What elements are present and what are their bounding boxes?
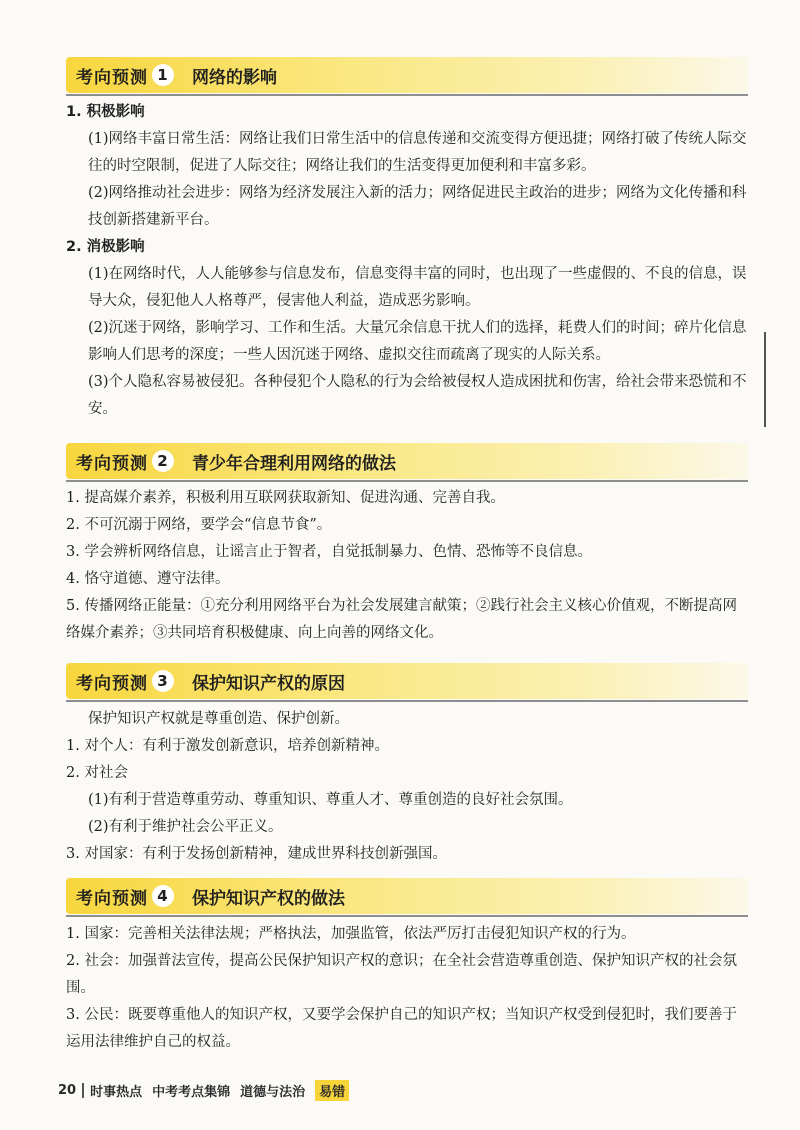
sub-item: (1)网络丰富日常生活：网络让我们日常生活中的信息传递和交流变得方便迅捷；网络打破了传统人际交往的时空限制，促进了人际交往；网络让我们的生活变得更加便利和丰富多彩。	[88, 131, 747, 174]
section-2-header-wrap	[66, 443, 748, 479]
tag-label: 考向预测	[76, 888, 148, 909]
section-tag	[66, 446, 180, 476]
section-intro: 保护知识产权就是尊重创造、保护创新。	[88, 711, 349, 727]
section-number: 2	[152, 450, 174, 472]
list-item: 1. 提高媒介素养，积极利用互联网获取新知、促进沟通、完善自我。	[66, 490, 505, 506]
section-title: 保护知识产权的原因	[192, 673, 345, 694]
list-item: 4. 恪守道德、遵守法律。	[66, 571, 230, 587]
list-item: 2. 不可沉溺于网络，要学会“信息节食”。	[66, 517, 332, 533]
section-4-body	[66, 921, 750, 1056]
footer-subject: 道德与法治	[240, 1085, 306, 1100]
section-header	[66, 878, 748, 914]
section-tag	[66, 60, 180, 90]
sub-item: (2)有利于维护社会公平正义。	[88, 819, 283, 835]
sub-item: (1)有利于营造尊重劳动、尊重知识、尊重人才、尊重创造的良好社会氛围。	[88, 792, 573, 808]
tag-label: 考向预测	[76, 453, 148, 474]
section-number: 3	[152, 670, 174, 692]
list-item: 5. 传播网络正能量：①充分利用网络平台为社会发展建言献策；②践行社会主义核心价值观，不断提高网络媒介素养；③共同培育积极健康、向上向善的网络文化。	[66, 598, 737, 641]
list-item: 3. 公民：既要尊重他人的知识产权，又要学会保护自己的知识产权；当知识产权受到侵犯时，我们要善于运用法律维护自己的权益。	[66, 1007, 737, 1050]
section-1-header-wrap	[66, 57, 748, 93]
list-item: 2. 对社会	[66, 765, 128, 781]
section-tag	[66, 666, 180, 696]
section-4-header-wrap	[66, 878, 748, 914]
section-1-body	[66, 99, 750, 423]
section-2-body	[66, 485, 750, 647]
sub-item: (2)网络推动社会进步：网络为经济发展注入新的活力；网络促进民主政治的进步；网络为文化传播和科技创新搭建新平台。	[88, 185, 747, 228]
sub-item: (1)在网络时代，人人能够参与信息发布，信息变得丰富的同时，也出现了一些虚假的、不良的信息，误导大众，侵犯他人人格尊严，侵害他人利益，造成恶劣影响。	[88, 266, 747, 309]
sub-item: (2)沉迷于网络，影响学习、工作和生活。大量冗余信息干扰人们的选择，耗费人们的时间；碎片化信息影响人们思考的深度；一些人因沉迷于网络、虚拟交往而疏离了现实的人际关系。	[88, 320, 747, 363]
section-header	[66, 57, 748, 93]
footer-series: 时事热点	[90, 1085, 143, 1100]
section-number: 4	[152, 885, 174, 907]
list-item: 1. 国家：完善相关法律法规；严格执法，加强监管，依法严厉打击侵犯知识产权的行为。	[66, 926, 636, 942]
tag-label: 考向预测	[76, 673, 148, 694]
list-item: 3. 学会辨析网络信息，让谣言止于智者，自觉抵制暴力、色情、恐怖等不良信息。	[66, 544, 592, 560]
section-header	[66, 663, 748, 699]
list-item	[66, 99, 750, 126]
section-header	[66, 443, 748, 479]
page-number: 20	[58, 1083, 84, 1098]
section-tag	[66, 881, 180, 911]
section-title: 网络的影响	[192, 67, 277, 88]
tag-label: 考向预测	[76, 67, 148, 88]
section-number: 1	[152, 64, 174, 86]
section-3-header-wrap	[66, 663, 748, 699]
list-item: 3. 对国家：有利于发扬创新精神，建成世界科技创新强国。	[66, 846, 447, 862]
section-title: 保护知识产权的做法	[192, 888, 345, 909]
section-3-body	[66, 706, 750, 868]
item-heading: 2. 消极影响	[66, 239, 145, 255]
margin-rule	[764, 332, 766, 427]
list-item: 1. 对个人：有利于激发创新意识，培养创新精神。	[66, 738, 389, 754]
section-title: 青少年合理利用网络的做法	[192, 453, 396, 474]
item-heading: 1. 积极影响	[66, 104, 145, 120]
sub-item: (3)个人隐私容易被侵犯。各种侵犯个人隐私的行为会给被侵权人造成困扰和伤害，给社会带来恐慌和不安。	[88, 374, 747, 417]
footer-book: 中考考点集锦	[152, 1085, 231, 1100]
list-item	[66, 234, 750, 261]
footer-badge: 易错	[315, 1080, 349, 1101]
list-item: 2. 社会：加强普法宣传，提高公民保护知识产权的意识；在全社会营造尊重创造、保护知识产权的社会氛围。	[66, 953, 737, 996]
page-footer	[58, 1080, 349, 1101]
